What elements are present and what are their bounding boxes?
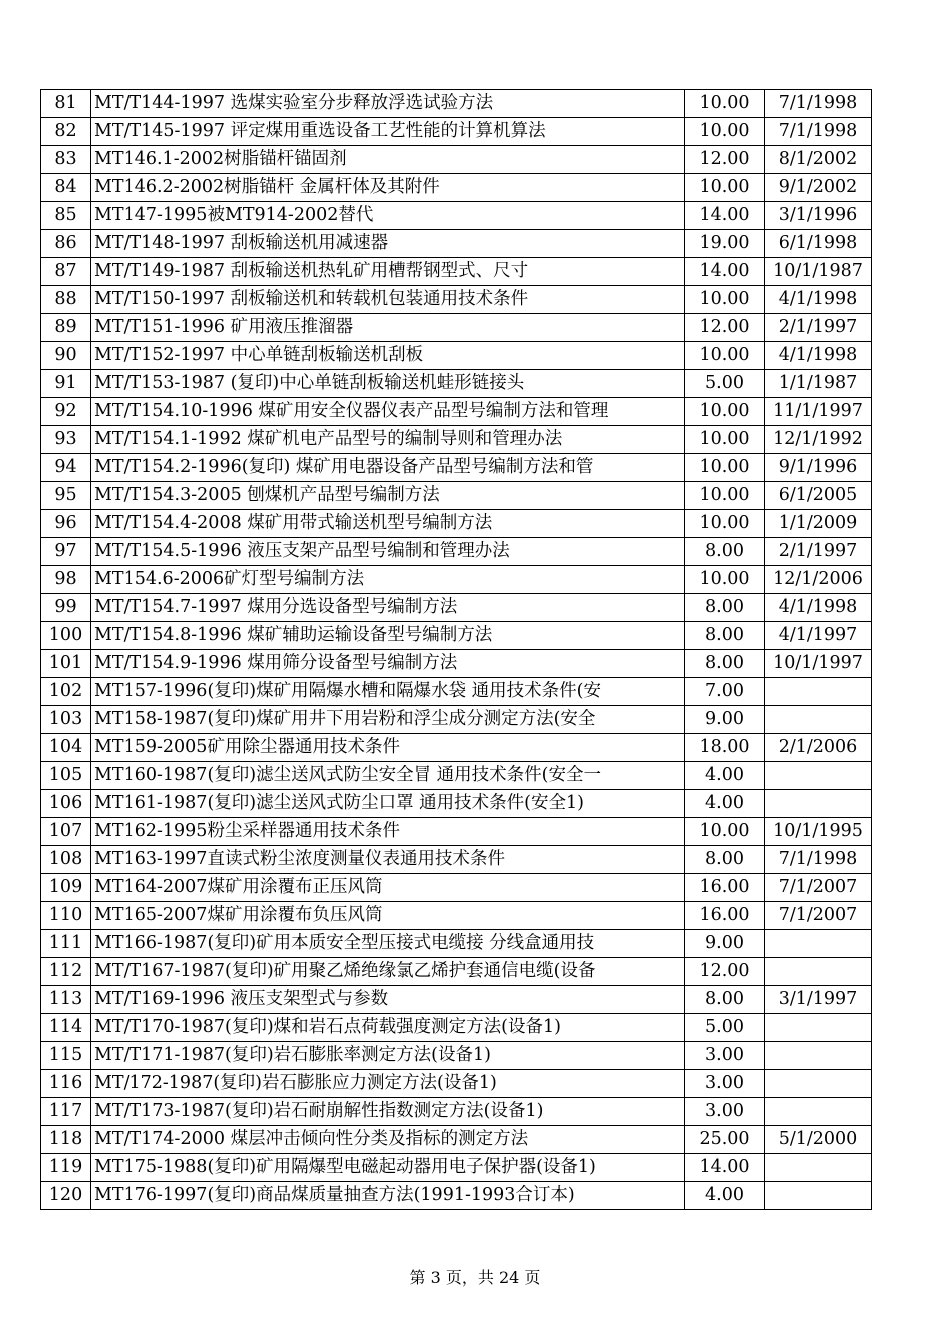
price-cell: 10.00 [685,286,765,314]
row-number-cell: 120 [41,1182,91,1210]
price-cell: 10.00 [685,454,765,482]
table-row [41,846,872,874]
price-cell: 5.00 [685,370,765,398]
table-row [41,286,872,314]
table-row [41,930,872,958]
standard-title-cell: MT/T152-1997 中心单链刮板输送机刮板 [91,342,685,370]
page-footer: 第 3 页，共 24 页 [409,1268,541,1287]
date-cell: 11/1/1997 [765,398,872,426]
table-row [41,1042,872,1070]
standard-title-cell: MT/T145-1997 评定煤用重选设备工艺性能的计算机算法 [91,118,685,146]
row-number-cell: 110 [41,902,91,930]
table-row [41,482,872,510]
standard-title-cell: MT/T154.9-1996 煤用筛分设备型号编制方法 [91,650,685,678]
standard-title-cell: MT/T174-2000 煤层冲击倾向性分类及指标的测定方法 [91,1126,685,1154]
date-cell: 3/1/1996 [765,202,872,230]
date-cell: 10/1/1987 [765,258,872,286]
price-cell: 14.00 [685,202,765,230]
table-row [41,90,872,118]
row-number-cell: 102 [41,678,91,706]
row-number-cell: 97 [41,538,91,566]
standard-title-cell: MT/T148-1997 刮板输送机用减速器 [91,230,685,258]
price-cell: 12.00 [685,146,765,174]
table-row [41,1154,872,1182]
standard-title-cell: MT/T171-1987(复印)岩石膨胀率测定方法(设备1) [91,1042,685,1070]
standard-title-cell: MT/T154.5-1996 液压支架产品型号编制和管理办法 [91,538,685,566]
row-number-cell: 105 [41,762,91,790]
standard-title-cell: MT/T153-1987 (复印)中心单链刮板输送机蛙形链接头 [91,370,685,398]
price-cell: 8.00 [685,986,765,1014]
standard-title-cell: MT161-1987(复印)滤尘送风式防尘口罩 通用技术条件(安全1) [91,790,685,818]
table-row [41,902,872,930]
row-number-cell: 113 [41,986,91,1014]
price-cell: 4.00 [685,1182,765,1210]
date-cell: 1/1/2009 [765,510,872,538]
standard-title-cell: MT157-1996(复印)煤矿用隔爆水槽和隔爆水袋 通用技术条件(安 [91,678,685,706]
date-cell: 4/1/1998 [765,342,872,370]
price-cell: 3.00 [685,1098,765,1126]
price-cell: 16.00 [685,874,765,902]
price-cell: 4.00 [685,790,765,818]
row-number-cell: 115 [41,1042,91,1070]
price-cell: 3.00 [685,1070,765,1098]
row-number-cell: 114 [41,1014,91,1042]
date-cell: 8/1/2002 [765,146,872,174]
standard-title-cell: MT146.2-2002树脂锚杆 金属杆体及其附件 [91,174,685,202]
date-cell: 6/1/1998 [765,230,872,258]
row-number-cell: 118 [41,1126,91,1154]
standard-title-cell: MT/T154.8-1996 煤矿辅助运输设备型号编制方法 [91,622,685,650]
price-cell: 10.00 [685,398,765,426]
standard-title-cell: MT/T167-1987(复印)矿用聚乙烯绝缘氯乙烯护套通信电缆(设备 [91,958,685,986]
row-number-cell: 119 [41,1154,91,1182]
date-cell: 10/1/1995 [765,818,872,846]
table-row [41,342,872,370]
date-cell [765,1098,872,1126]
row-number-cell: 95 [41,482,91,510]
date-cell: 2/1/1997 [765,538,872,566]
standard-title-cell: MT/T154.3-2005 刨煤机产品型号编制方法 [91,482,685,510]
price-cell: 19.00 [685,230,765,258]
standard-title-cell: MT/T154.10-1996 煤矿用安全仪器仪表产品型号编制方法和管理 [91,398,685,426]
date-cell: 12/1/1992 [765,426,872,454]
table-row [41,538,872,566]
date-cell: 4/1/1998 [765,286,872,314]
row-number-cell: 83 [41,146,91,174]
standard-title-cell: MT/T154.2-1996(复印) 煤矿用电器设备产品型号编制方法和管 [91,454,685,482]
row-number-cell: 104 [41,734,91,762]
row-number-cell: 103 [41,706,91,734]
table-row [41,678,872,706]
date-cell: 4/1/1998 [765,594,872,622]
table-row [41,622,872,650]
price-cell: 10.00 [685,174,765,202]
standard-title-cell: MT/T154.7-1997 煤用分选设备型号编制方法 [91,594,685,622]
date-cell: 12/1/2006 [765,566,872,594]
date-cell: 7/1/2007 [765,874,872,902]
standard-title-cell: MT/T169-1996 液压支架型式与参数 [91,986,685,1014]
table-body [41,90,872,1210]
standard-title-cell: MT/172-1987(复印)岩石膨胀应力测定方法(设备1) [91,1070,685,1098]
date-cell [765,762,872,790]
table-row [41,790,872,818]
row-number-cell: 82 [41,118,91,146]
price-cell: 14.00 [685,1154,765,1182]
table-row [41,454,872,482]
table-row [41,202,872,230]
date-cell: 2/1/1997 [765,314,872,342]
row-number-cell: 81 [41,90,91,118]
date-cell: 5/1/2000 [765,1126,872,1154]
row-number-cell: 86 [41,230,91,258]
table-row [41,1070,872,1098]
row-number-cell: 92 [41,398,91,426]
date-cell [765,1014,872,1042]
date-cell [765,930,872,958]
table-row [41,510,872,538]
standard-title-cell: MT160-1987(复印)滤尘送风式防尘安全冒 通用技术条件(安全一 [91,762,685,790]
standard-title-cell: MT/T173-1987(复印)岩石耐崩解性指数测定方法(设备1) [91,1098,685,1126]
price-cell: 8.00 [685,538,765,566]
standard-title-cell: MT147-1995被MT914-2002替代 [91,202,685,230]
table-row [41,370,872,398]
row-number-cell: 99 [41,594,91,622]
table-row [41,146,872,174]
table-row [41,566,872,594]
row-number-cell: 100 [41,622,91,650]
date-cell [765,678,872,706]
table-row [41,174,872,202]
date-cell [765,1154,872,1182]
row-number-cell: 107 [41,818,91,846]
price-cell: 10.00 [685,818,765,846]
table-row [41,762,872,790]
standard-title-cell: MT163-1997直读式粉尘浓度测量仪表通用技术条件 [91,846,685,874]
date-cell: 1/1/1987 [765,370,872,398]
date-cell [765,1070,872,1098]
row-number-cell: 94 [41,454,91,482]
table-row [41,398,872,426]
table-row [41,650,872,678]
row-number-cell: 101 [41,650,91,678]
table-row [41,874,872,902]
price-cell: 10.00 [685,482,765,510]
table-row [41,258,872,286]
table-row [41,1182,872,1210]
date-cell: 7/1/1998 [765,846,872,874]
price-cell: 3.00 [685,1042,765,1070]
price-cell: 12.00 [685,958,765,986]
price-cell: 12.00 [685,314,765,342]
row-number-cell: 84 [41,174,91,202]
price-cell: 25.00 [685,1126,765,1154]
price-cell: 9.00 [685,930,765,958]
date-cell: 4/1/1997 [765,622,872,650]
standard-title-cell: MT165-2007煤矿用涂覆布负压风筒 [91,902,685,930]
standard-title-cell: MT/T170-1987(复印)煤和岩石点荷载强度测定方法(设备1) [91,1014,685,1042]
price-cell: 8.00 [685,622,765,650]
row-number-cell: 89 [41,314,91,342]
price-cell: 8.00 [685,594,765,622]
row-number-cell: 98 [41,566,91,594]
price-cell: 10.00 [685,510,765,538]
row-number-cell: 88 [41,286,91,314]
row-number-cell: 111 [41,930,91,958]
table-row [41,426,872,454]
row-number-cell: 87 [41,258,91,286]
standard-title-cell: MT/T149-1987 刮板输送机热轧矿用槽帮钢型式、尺寸 [91,258,685,286]
date-cell: 6/1/2005 [765,482,872,510]
table-row [41,1014,872,1042]
row-number-cell: 93 [41,426,91,454]
standards-table [40,89,872,1210]
date-cell [765,706,872,734]
standard-title-cell: MT176-1997(复印)商品煤质量抽查方法(1991-1993合订本) [91,1182,685,1210]
price-cell: 10.00 [685,566,765,594]
row-number-cell: 112 [41,958,91,986]
date-cell: 7/1/2007 [765,902,872,930]
price-cell: 10.00 [685,342,765,370]
standard-title-cell: MT146.1-2002树脂锚杆锚固剂 [91,146,685,174]
date-cell: 2/1/2006 [765,734,872,762]
date-cell: 9/1/2002 [765,174,872,202]
table-row [41,958,872,986]
table-row [41,118,872,146]
table-row [41,818,872,846]
row-number-cell: 85 [41,202,91,230]
date-cell [765,790,872,818]
row-number-cell: 96 [41,510,91,538]
table-row [41,1126,872,1154]
standard-title-cell: MT158-1987(复印)煤矿用井下用岩粉和浮尘成分测定方法(安全 [91,706,685,734]
row-number-cell: 116 [41,1070,91,1098]
standard-title-cell: MT/T144-1997 选煤实验室分步释放浮选试验方法 [91,90,685,118]
price-cell: 16.00 [685,902,765,930]
table-row [41,706,872,734]
standard-title-cell: MT166-1987(复印)矿用本质安全型压接式电缆接 分线盒通用技 [91,930,685,958]
price-cell: 4.00 [685,762,765,790]
table-row [41,1098,872,1126]
table-row [41,594,872,622]
standard-title-cell: MT/T151-1996 矿用液压推溜器 [91,314,685,342]
standard-title-cell: MT159-2005矿用除尘器通用技术条件 [91,734,685,762]
row-number-cell: 91 [41,370,91,398]
row-number-cell: 90 [41,342,91,370]
date-cell [765,958,872,986]
date-cell: 7/1/1998 [765,90,872,118]
standard-title-cell: MT162-1995粉尘采样器通用技术条件 [91,818,685,846]
table-row [41,230,872,258]
table-row [41,986,872,1014]
date-cell: 7/1/1998 [765,118,872,146]
row-number-cell: 106 [41,790,91,818]
price-cell: 14.00 [685,258,765,286]
price-cell: 5.00 [685,1014,765,1042]
standard-title-cell: MT164-2007煤矿用涂覆布正压风筒 [91,874,685,902]
row-number-cell: 117 [41,1098,91,1126]
standard-title-cell: MT/T154.1-1992 煤矿机电产品型号的编制导则和管理办法 [91,426,685,454]
price-cell: 18.00 [685,734,765,762]
date-cell: 3/1/1997 [765,986,872,1014]
row-number-cell: 108 [41,846,91,874]
standard-title-cell: MT154.6-2006矿灯型号编制方法 [91,566,685,594]
date-cell: 10/1/1997 [765,650,872,678]
row-number-cell: 109 [41,874,91,902]
standard-title-cell: MT/T154.4-2008 煤矿用带式输送机型号编制方法 [91,510,685,538]
price-cell: 8.00 [685,846,765,874]
price-cell: 10.00 [685,426,765,454]
price-cell: 7.00 [685,678,765,706]
date-cell [765,1042,872,1070]
date-cell [765,1182,872,1210]
price-cell: 9.00 [685,706,765,734]
price-cell: 10.00 [685,90,765,118]
date-cell: 9/1/1996 [765,454,872,482]
standard-title-cell: MT/T150-1997 刮板输送机和转载机包装通用技术条件 [91,286,685,314]
price-cell: 8.00 [685,650,765,678]
table-row [41,314,872,342]
standard-title-cell: MT175-1988(复印)矿用隔爆型电磁起动器用电子保护器(设备1) [91,1154,685,1182]
table-row [41,734,872,762]
price-cell: 10.00 [685,118,765,146]
